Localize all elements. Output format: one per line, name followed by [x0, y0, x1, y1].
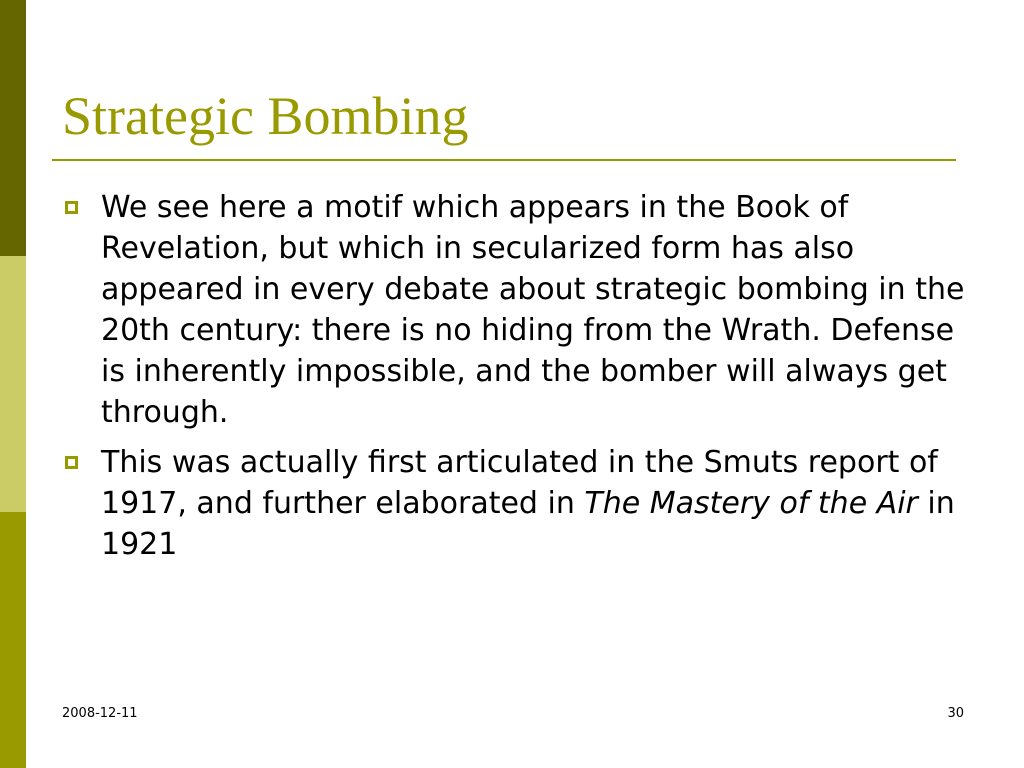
book-title: The Mastery of the Air: [584, 486, 918, 521]
sidebar-decoration: [0, 0, 26, 768]
page-number: 30: [947, 706, 964, 721]
title-underline: [52, 159, 956, 161]
bullet-item-2: [64, 442, 974, 565]
bullet-item-1: [64, 187, 974, 433]
bullet-text-1: We see here a motif which appears in the Book of Revelation, but which in secularized form has also appeared in every debate about strategic bombing in the 20th century: there is no hiding from the Wrath. Defense is inherently impossible, and the bomber will always get through.: [101, 190, 965, 430]
hollow-square-bullet-icon: [65, 456, 78, 469]
bullet-text-2-start: This was actually first articulated in the Smuts report of 1917, and further elaborated in: [101, 445, 938, 521]
sidebar-segment-light: [0, 256, 26, 512]
slide-title: Strategic Bombing: [62, 86, 469, 146]
bullet-list: [64, 187, 974, 574]
sidebar-segment-dark: [0, 0, 26, 256]
bullet-text-2-end: in 1921: [101, 486, 955, 562]
hollow-square-bullet-icon: [65, 201, 78, 214]
footer-date: 2008-12-11: [62, 706, 138, 721]
sidebar-segment-olive: [0, 512, 26, 768]
